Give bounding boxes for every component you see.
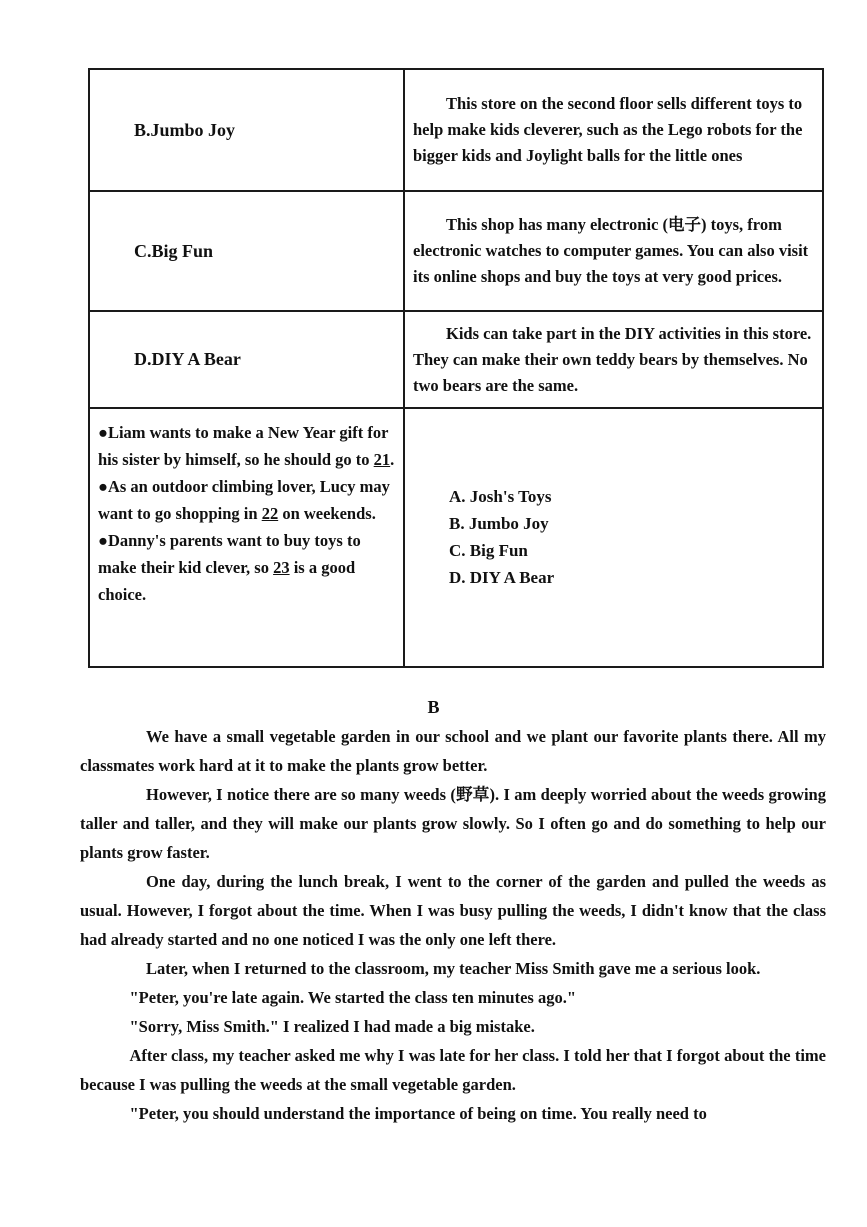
question-item — [98, 473, 397, 527]
option-item: B. Jumbo Joy — [449, 514, 549, 533]
question-item — [98, 419, 397, 473]
store-description: Kids can take part in the DIY activities in this store. They can make their own teddy bears by themselves. No two bears are the same. — [413, 323, 812, 395]
store-name: C.Big Fun — [134, 240, 214, 261]
store-name-cell — [89, 69, 404, 191]
table-row — [89, 311, 823, 408]
question-text: on weekends. — [278, 504, 376, 523]
option-item: C. Big Fun — [449, 541, 528, 560]
passage-paragraph: "Peter, you should understand the importance of being on time. You really need to — [129, 1104, 707, 1123]
passage-paragraph: However, I notice there are so many weeds (野草). I am deeply worried about the weeds growing taller and taller, and they will make our plants grow slowly. So I often go and do something to help our plants grow faster. — [80, 785, 826, 862]
question-text: is a good choice. — [98, 558, 356, 604]
section-title: B — [427, 697, 440, 717]
store-name: B.Jumbo Joy — [134, 119, 236, 140]
store-description: This shop has many electronic (电子) toys, from electronic watches to computer games. You can also visit its online shops and buy the toys at very good prices. — [413, 215, 809, 286]
store-description-cell — [404, 191, 823, 311]
passage-paragraph: Later, when I returned to the classroom, my teacher Miss Smith gave me a serious look. — [146, 959, 761, 978]
question-text: . — [390, 450, 395, 469]
passage-paragraph: After class, my teacher asked me why I was late for her class. I told her that I forgot about the time because I was pulling the weeds at the small vegetable garden. — [80, 1046, 826, 1094]
reading-passage — [80, 722, 826, 1128]
store-table — [88, 68, 824, 668]
question-text: ●Danny's parents want to buy toys to make their kid clever, so — [98, 531, 361, 577]
table-row — [89, 69, 823, 191]
store-name: D.DIY A Bear — [134, 349, 241, 369]
options-cell — [404, 408, 823, 667]
passage-paragraph: One day, during the lunch break, I went to the corner of the garden and pulled the weeds as usual. However, I forgot about the time. When I was busy pulling the weeds, I didn't know that the class had already started and no one noticed I was the only one left there. — [80, 872, 826, 949]
passage-paragraph: We have a small vegetable garden in our school and we plant our favorite plants there. All my classmates work hard at it to make the plants grow better. — [80, 727, 826, 775]
passage-paragraph: "Sorry, Miss Smith." I realized I had made a big mistake. — [129, 1017, 535, 1036]
table-row — [89, 191, 823, 311]
store-name-cell — [89, 311, 404, 408]
store-description-cell — [404, 69, 823, 191]
store-name-cell — [89, 191, 404, 311]
table-row — [89, 408, 823, 667]
question-list — [90, 409, 403, 608]
passage-paragraph: "Peter, you're late again. We started the class ten minutes ago." — [129, 988, 577, 1007]
store-description: This store on the second floor sells different toys to help make kids cleverer, such as the Lego robots for the bigger kids and Joylight balls for the little ones — [413, 94, 803, 165]
questions-cell — [89, 408, 404, 667]
question-text: ●Liam wants to make a New Year gift for his sister by himself, so he should go to — [98, 423, 389, 469]
option-item: D. DIY A Bear — [449, 568, 555, 587]
question-item — [98, 527, 397, 608]
answer-blank: 22 — [261, 504, 279, 523]
option-item: A. Josh's Toys — [449, 487, 552, 506]
store-description-cell — [404, 311, 823, 408]
option-list — [405, 409, 822, 591]
answer-blank: 21 — [373, 450, 391, 469]
answer-blank: 23 — [273, 558, 290, 577]
question-text: ●As an outdoor climbing lover, Lucy may want to go shopping in — [98, 477, 390, 523]
